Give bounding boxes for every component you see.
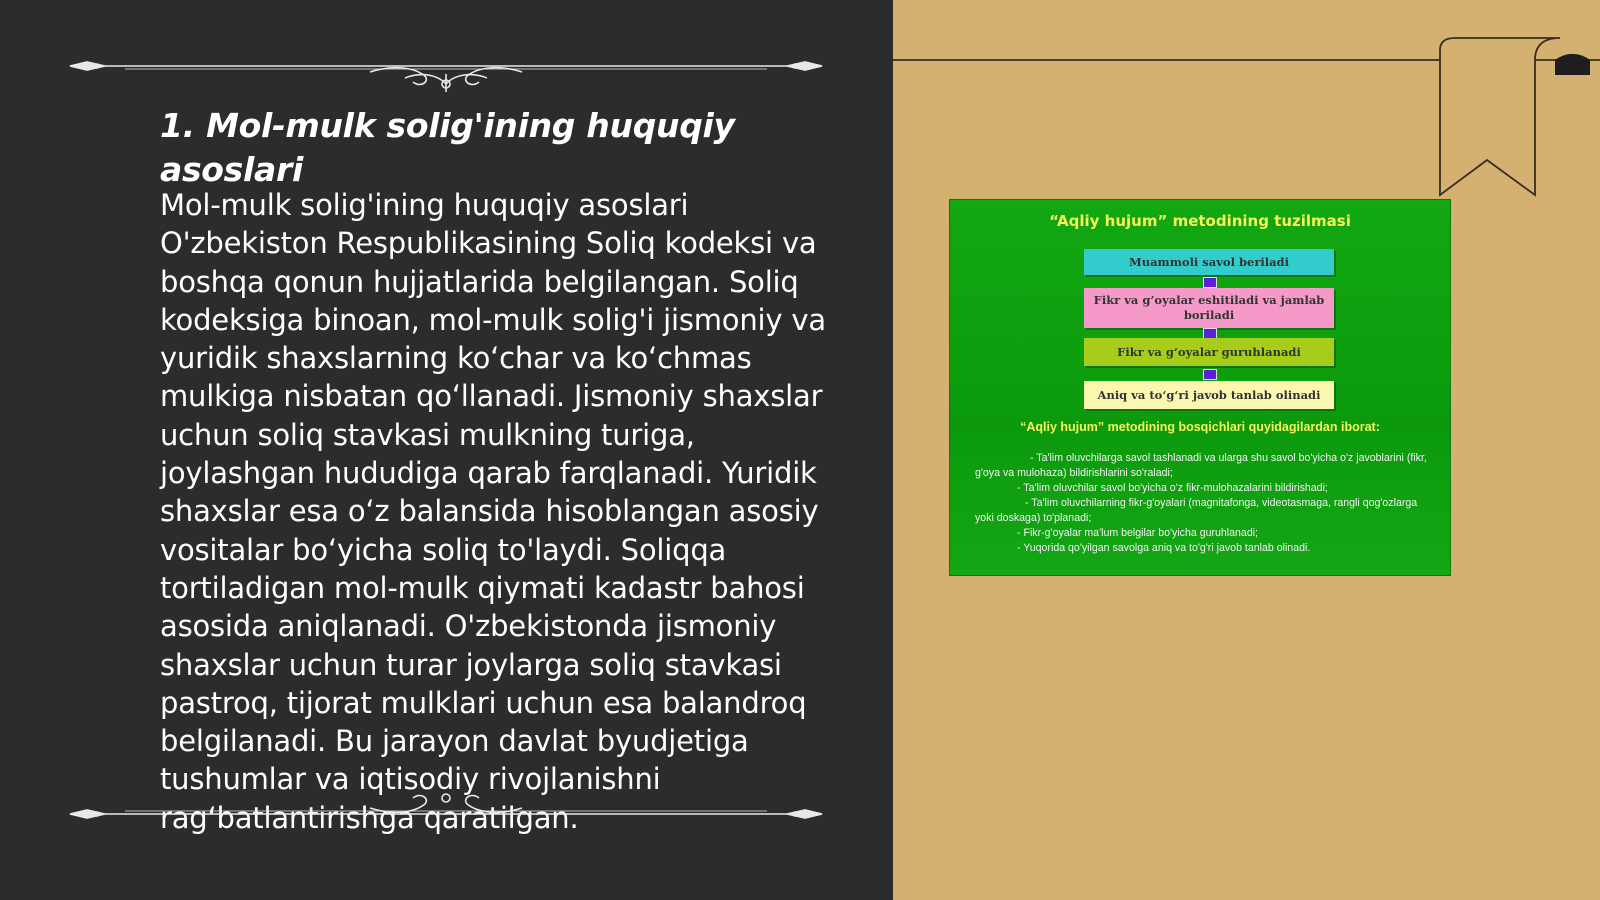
scheme-step-2: Fikr va g’oyalar eshitiladi va jamlab boriladi [1084, 288, 1334, 328]
scheme-step-3: Fikr va g’oyalar guruhlanadi [1084, 338, 1334, 366]
scheme-step-4: Aniq va to‘g‘ri javob tanlab olinadi [1084, 381, 1334, 409]
scheme-list-item: - Ta'lim oluvchilar savol bo'yicha o'z fikr-mulohazalarini bildirishadi; [1017, 482, 1328, 494]
scheme-list [975, 451, 1437, 556]
top-ornament-divider [65, 42, 827, 92]
scheme-arrow-1 [1203, 277, 1217, 288]
slide-body-text: Mol-mulk solig'ining huquqiy asoslari O'zbekiston Respublikasining Soliq kodeksi va boshqa qonun hujjatlarida belgilangan. Soliq kodeksiga binoan, mol-mulk solig'i jismoniy va yuridik shaxslarning koʻchar va koʻchmas mulkiga nisbatan qoʻllanadi. Jismoniy shaxslar uchun soliq stavkasi mulkning turiga, joylashgan hududiga qarab farqlanadi. Yuridik shaxslar esa oʻz balansida hisoblangan asosiy vositalar boʻyicha soliq to'laydi. Soliqqa tortiladigan mol-mulk qiymati kadastr bahosi asosida aniqlanadi. O'zbekistonda jismoniy shaxslar uchun turar joylarga soliq stavkasi pastroq, tijorat mulklari uchun esa balandroq belgilanadi. Bu jarayon davlat byudjetiga tushumlar va iqtisodiy rivojlanishni ragʻbatlantirishga qaratilgan. [160, 188, 826, 835]
slide-title: 1. Mol-mulk solig'ining huquqiy asoslari [160, 106, 735, 189]
scheme-subtitle: “Aqliy hujum” metodining bosqichlari quyidagilardan iborat: [1020, 420, 1380, 434]
scheme-step-1: Muammoli savol beriladi [1084, 249, 1334, 275]
bottom-ornament-divider [65, 790, 827, 840]
scheme-list-item: - Yuqorida qo'yilgan savolga aniq va to'g'ri javob tanlab olinadi. [1017, 542, 1311, 554]
brainstorm-method-scheme-image [950, 200, 1450, 575]
scheme-list-item: - Fikr-g'oyalar ma'lum belgilar bo'yicha guruhlanadi; [1017, 527, 1259, 539]
scheme-title: “Aqliy hujum” metodining tuzilmasi [1049, 212, 1351, 230]
scheme-arrow-3 [1203, 369, 1217, 380]
scheme-list-item: - Ta'lim oluvchilarga savol tashlanadi va ularga shu savol bo'yicha o'z javoblarini (fikr, g'oya va mulohaza) bildirishlarini so'raladi; [975, 452, 1427, 479]
bookmark-ribbon-icon [1430, 30, 1600, 205]
scheme-list-item: - Ta'lim oluvchilarning fikr-g'oyalari (magnitafonga, videotasmaga, rangli qog'ozlarga yoki doskaga) to'planadi; [975, 497, 1418, 524]
